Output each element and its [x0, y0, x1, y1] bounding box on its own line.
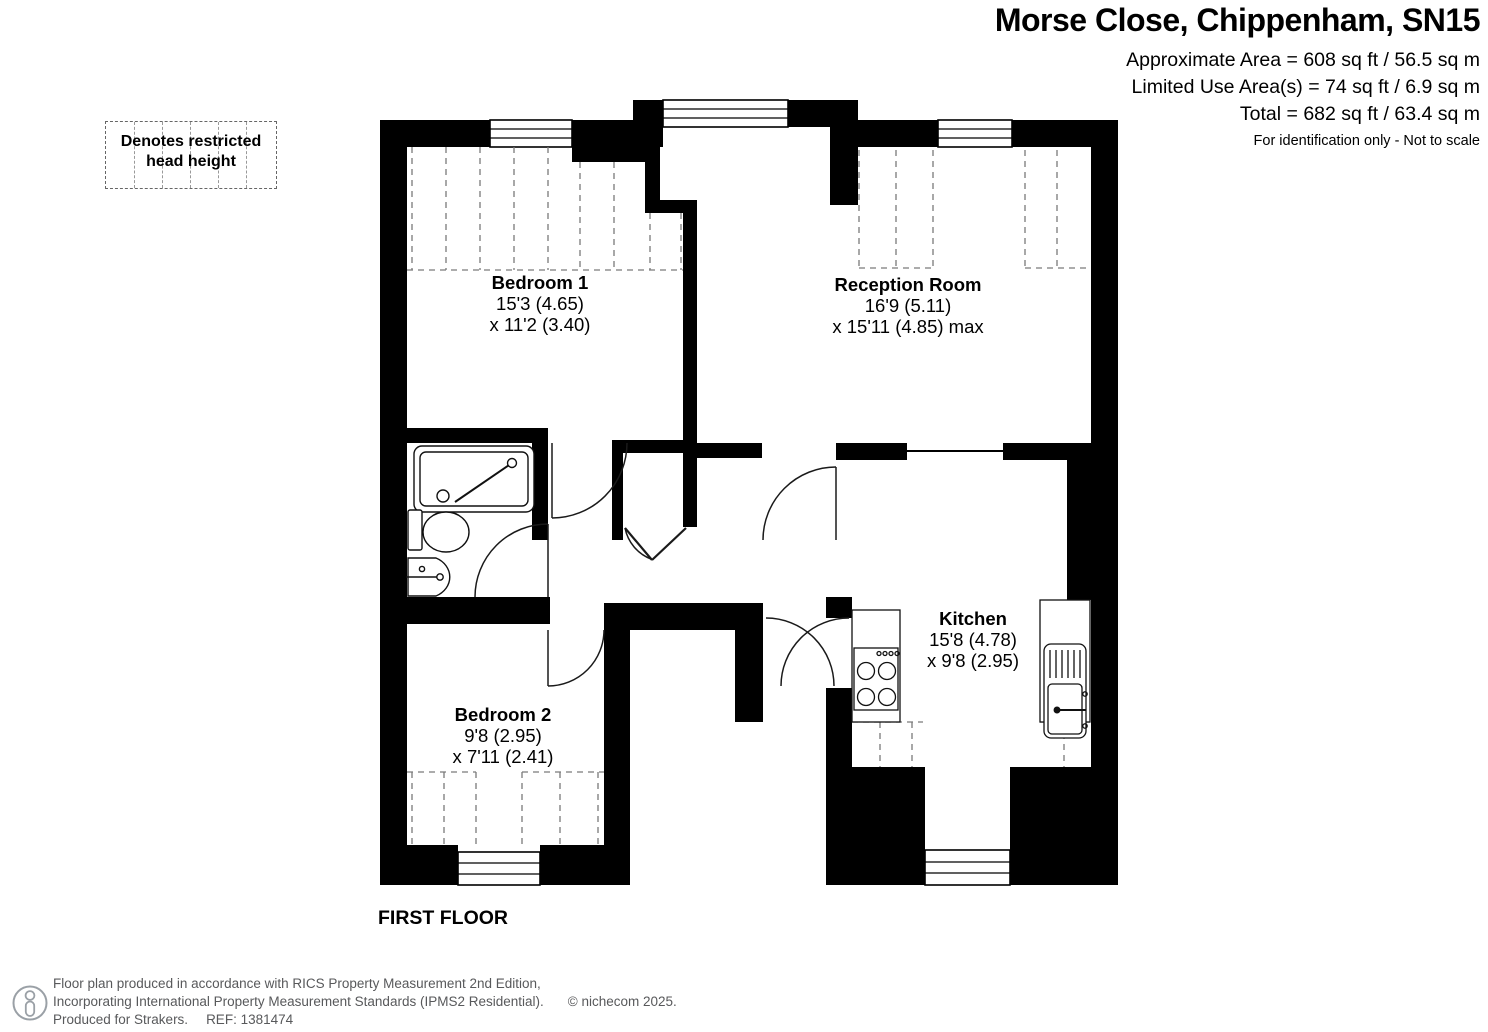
room-label-kitchen — [927, 608, 1019, 671]
room-dim: 16'9 (5.11) — [864, 295, 952, 316]
footer-line2: Incorporating International Property Measurement Standards (IPMS2 Residential). — [53, 994, 544, 1009]
toilet-icon — [408, 510, 469, 552]
door-bedroom2 — [548, 630, 604, 686]
legend-label: Denotes restricted head height — [120, 133, 262, 170]
bathroom-fixtures — [406, 446, 534, 596]
shower-icon — [414, 446, 534, 512]
room-name: Bedroom 2 — [454, 704, 552, 725]
door-kitchen — [766, 618, 849, 686]
person-icon — [14, 987, 47, 1020]
header — [995, 2, 1480, 149]
room-label-bedroom2 — [453, 704, 554, 767]
footer-line1: Floor plan produced in accordance with RICS Property Measurement 2nd Edition, — [53, 976, 541, 991]
window-landing — [663, 100, 788, 127]
reference-number: REF: 1381474 — [206, 1012, 294, 1027]
restricted-area-bedroom1 — [407, 147, 683, 270]
room-dim: x 7'11 (2.41) — [452, 746, 554, 767]
room-name: Bedroom 1 — [491, 272, 589, 293]
basin-icon — [406, 558, 450, 596]
floor-title: FIRST FLOOR — [378, 907, 508, 929]
footer-line3: Produced for Strakers. — [53, 1012, 189, 1027]
approximate-area: Approximate Area = 608 sq ft / 56.5 sq m — [1126, 49, 1480, 71]
kitchen-sink-icon — [1044, 644, 1087, 738]
room-dim: 9'8 (2.95) — [464, 725, 542, 746]
copyright: © nichecom 2025. — [567, 994, 677, 1009]
room-label-bedroom1 — [490, 272, 591, 335]
page-title: Morse Close, Chippenham, SN15 — [994, 2, 1480, 38]
area-summary — [995, 47, 1480, 128]
restricted-height-legend — [105, 121, 277, 189]
footer — [53, 975, 677, 1029]
room-dim: 15'8 (4.78) — [929, 629, 1017, 650]
room-dim: x 9'8 (2.95) — [927, 650, 1019, 671]
room-dim: x 15'11 (4.85) max — [832, 316, 984, 337]
window-bedroom2 — [458, 852, 540, 885]
scale-disclaimer: For identification only - Not to scale — [1253, 133, 1480, 149]
door-reception — [763, 467, 836, 540]
room-dim: 15'3 (4.65) — [496, 293, 584, 314]
footer-line2-row — [53, 993, 677, 1011]
room-dim: x 11'2 (3.40) — [489, 314, 591, 335]
limited-use-area: Limited Use Area(s) = 74 sq ft / 6.9 sq m — [1131, 76, 1480, 98]
room-name: Kitchen — [939, 608, 1007, 629]
footer-line3-row — [53, 1011, 677, 1029]
restricted-area-bedroom2 — [407, 772, 604, 845]
window-bedroom1 — [490, 120, 572, 147]
door-entrance — [625, 528, 686, 560]
total-area: Total = 682 sq ft / 63.4 sq m — [1239, 103, 1480, 125]
restricted-area-reception — [859, 150, 1090, 268]
room-name: Reception Room — [834, 274, 982, 295]
window-kitchen — [925, 850, 1010, 885]
hob-icon — [854, 648, 899, 710]
room-label-reception — [832, 274, 983, 337]
